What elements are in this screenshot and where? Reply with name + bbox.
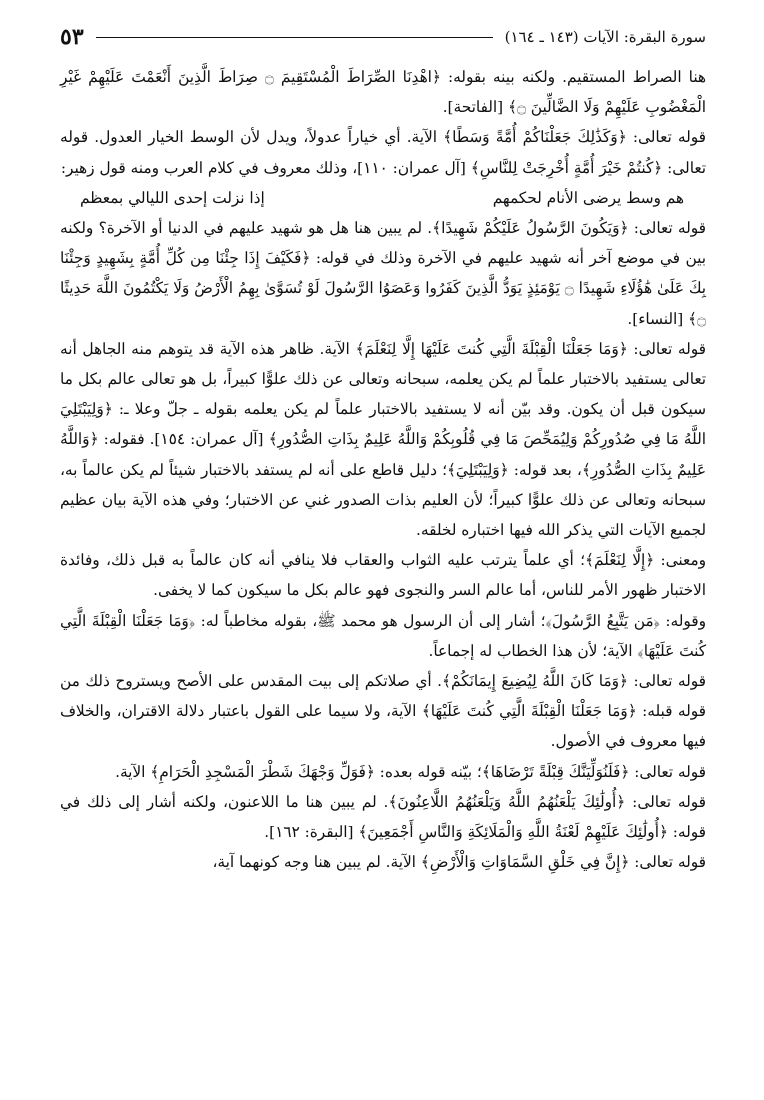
surah-range-label: سورة البقرة: الآيات (١٤٣ ـ ١٦٤) xyxy=(504,28,706,46)
page-number: ٥٣ xyxy=(60,24,84,50)
paragraph: ومعنى: ﴿إِلَّا لِنَعْلَمَ﴾؛ أي علماً يترتب عليه الثواب والعقاب فلا ينافي أنه كان عالماً به قبل ذلك، وفائدة الاختبار ظهور الأمر للناس، أما عالم السر والنجوى فهو عالم بكل ما سيكون كما لا يخفى. xyxy=(60,551,706,600)
page-body xyxy=(60,62,706,877)
paragraph: قوله تعالى: ﴿أُولَٰئِكَ يَلْعَنُهُمُ اللَّهُ وَيَلْعَنُهُمُ اللَّاعِنُونَ﴾. لم يبين هنا ما اللاعنون، ولكنه أشار إلى ذلك في قوله: ﴿أُولَٰئِكَ عَلَيْهِمْ لَعْنَةُ اللَّهِ وَالْمَلَائِكَةِ وَالنَّاسِ أَجْمَعِينَ﴾ [البقرة: ١٦٢]. xyxy=(60,792,706,842)
paragraph: قوله تعالى: ﴿فَلَنُوَلِّيَنَّكَ قِبْلَةً تَرْضَاهَا﴾؛ بيّنه قوله بعده: ﴿فَوَلِّ وَجْهَكَ شَطْرَ الْمَسْجِدِ الْحَرَامِ﴾ الآية. xyxy=(115,762,706,781)
poem-hemistich-right: هم وسط يرضى الأنام لحكمهم xyxy=(492,188,684,207)
paragraph: قوله تعالى: ﴿إِنَّ فِي خَلْقِ السَّمَاوَاتِ وَالْأَرْضِ﴾ الآية. لم يبين هنا وجه كونهما آية، xyxy=(212,853,706,872)
paragraph: هنا الصراط المستقيم. ولكنه بينه بقوله: ﴿اهْدِنَا الصِّرَاطَ الْمُسْتَقِيمَ ۝ صِرَاطَ الَّذِينَ أَنْعَمْتَ عَلَيْهِمْ غَيْرِ الْمَغْضُوبِ عَلَيْهِمْ وَلَا الضَّالِّينَ ۝﴾ [الفاتحة]. xyxy=(60,68,706,117)
paragraph: قوله تعالى: ﴿وَكَذَٰلِكَ جَعَلْنَاكُمْ أُمَّةً وَسَطًا﴾ الآية. أي خياراً عدولاً، ويدل لأن الوسط الخيار العدول. قوله تعالى: ﴿كُنتُمْ خَيْرَ أُمَّةٍ أُخْرِجَتْ لِلنَّاسِ﴾ [آل عمران: ١١٠]، وذلك معروف في كلام العرب ومنه قول زهير: xyxy=(60,128,706,177)
poem-hemistich-left: إذا نزلت إحدى الليالي بمعظم xyxy=(80,188,265,207)
poem-verse xyxy=(60,183,706,213)
header-rule xyxy=(96,37,493,38)
paragraph: قوله تعالى: ﴿وَمَا جَعَلْنَا الْقِبْلَةَ الَّتِي كُنتَ عَلَيْهَا إِلَّا لِنَعْلَمَ﴾ الآية. ظاهر هذه الآية قد يتوهم منه الجاهل أنه تعالى يستفيد بالاختبار علماً لم يكن يعلمه، سبحانه وتعالى عن ذلك علوًّا كبيراً، بل هو تعالى عالم بكل ما سيكون قبل أن يكون. وقد بيّن أنه لا يستفيد بالاختبار علماً لم يكن يعلمه بقوله ـ جلّ وعلا ـ: ﴿وَلِيَبْتَلِيَ اللَّهُ مَا فِي صُدُورِكُمْ وَلِيُمَحِّصَ مَا فِي قُلُوبِكُمْ وَاللَّهُ عَلِيمٌ بِذَاتِ الصُّدُورِ﴾ [آل عمران: ١٥٤]. فقوله: ﴿وَاللَّهُ عَلِيمٌ بِذَاتِ الصُّدُورِ﴾، بعد قوله: ﴿وَلِيَبْتَلِيَ﴾؛ دليل قاطع على أنه لم يستفد بالاختبار شيئاً لم يكن عالماً به، سبحانه وتعالى عن ذلك علوًّا كبيراً؛ لأن العليم بذات الصدور غني عن الاختبار؛ وفي هذه الآية بيان عظيم لجميع الآيات التي يذكر الله فيها اختباره لخلقه. xyxy=(60,339,706,540)
paragraph: وقوله: ﴿مَن يَتَّبِعُ الرَّسُولَ﴾؛ أشار إلى أن الرسول هو محمد ﷺ، بقوله مخاطباً له: ﴿وَمَا جَعَلْنَا الْقِبْلَةَ الَّتِي كُنتَ عَلَيْهَا﴾ الآية؛ لأن هذا الخطاب له إجماعاً. xyxy=(60,611,706,660)
paragraph: قوله تعالى: ﴿وَمَا كَانَ اللَّهُ لِيُضِيعَ إِيمَانَكُمْ﴾. أي صلاتكم إلى بيت المقدس على الأصح ويستروح ذلك من قوله قبله: ﴿وَمَا جَعَلْنَا الْقِبْلَةَ الَّتِي كُنتَ عَلَيْهَا﴾ الآية، ولا سيما على القول باعتبار دلالة الاقتران، والخلاف فيها معروف في الأصول. xyxy=(60,672,706,751)
page-header xyxy=(60,24,706,50)
paragraph: قوله تعالى: ﴿وَيَكُونَ الرَّسُولُ عَلَيْكُمْ شَهِيدًا﴾. لم يبين هنا هل هو شهيد عليهم في الدنيا أو الآخرة؟ ولكنه بين في موضع آخر أنه شهيد عليهم في الآخرة وذلك في قوله: ﴿فَكَيْفَ إِذَا جِئْنَا مِن كُلِّ أُمَّةٍ بِشَهِيدٍ وَجِئْنَا بِكَ عَلَىٰ هَٰؤُلَاءِ شَهِيدًا ۝ يَوْمَئِذٍ يَوَدُّ الَّذِينَ كَفَرُوا وَعَصَوُا الرَّسُولَ لَوْ تُسَوَّىٰ بِهِمُ الْأَرْضُ وَلَا يَكْتُمُونَ اللَّهَ حَدِيثًا ۝﴾ [النساء]. xyxy=(60,219,706,328)
